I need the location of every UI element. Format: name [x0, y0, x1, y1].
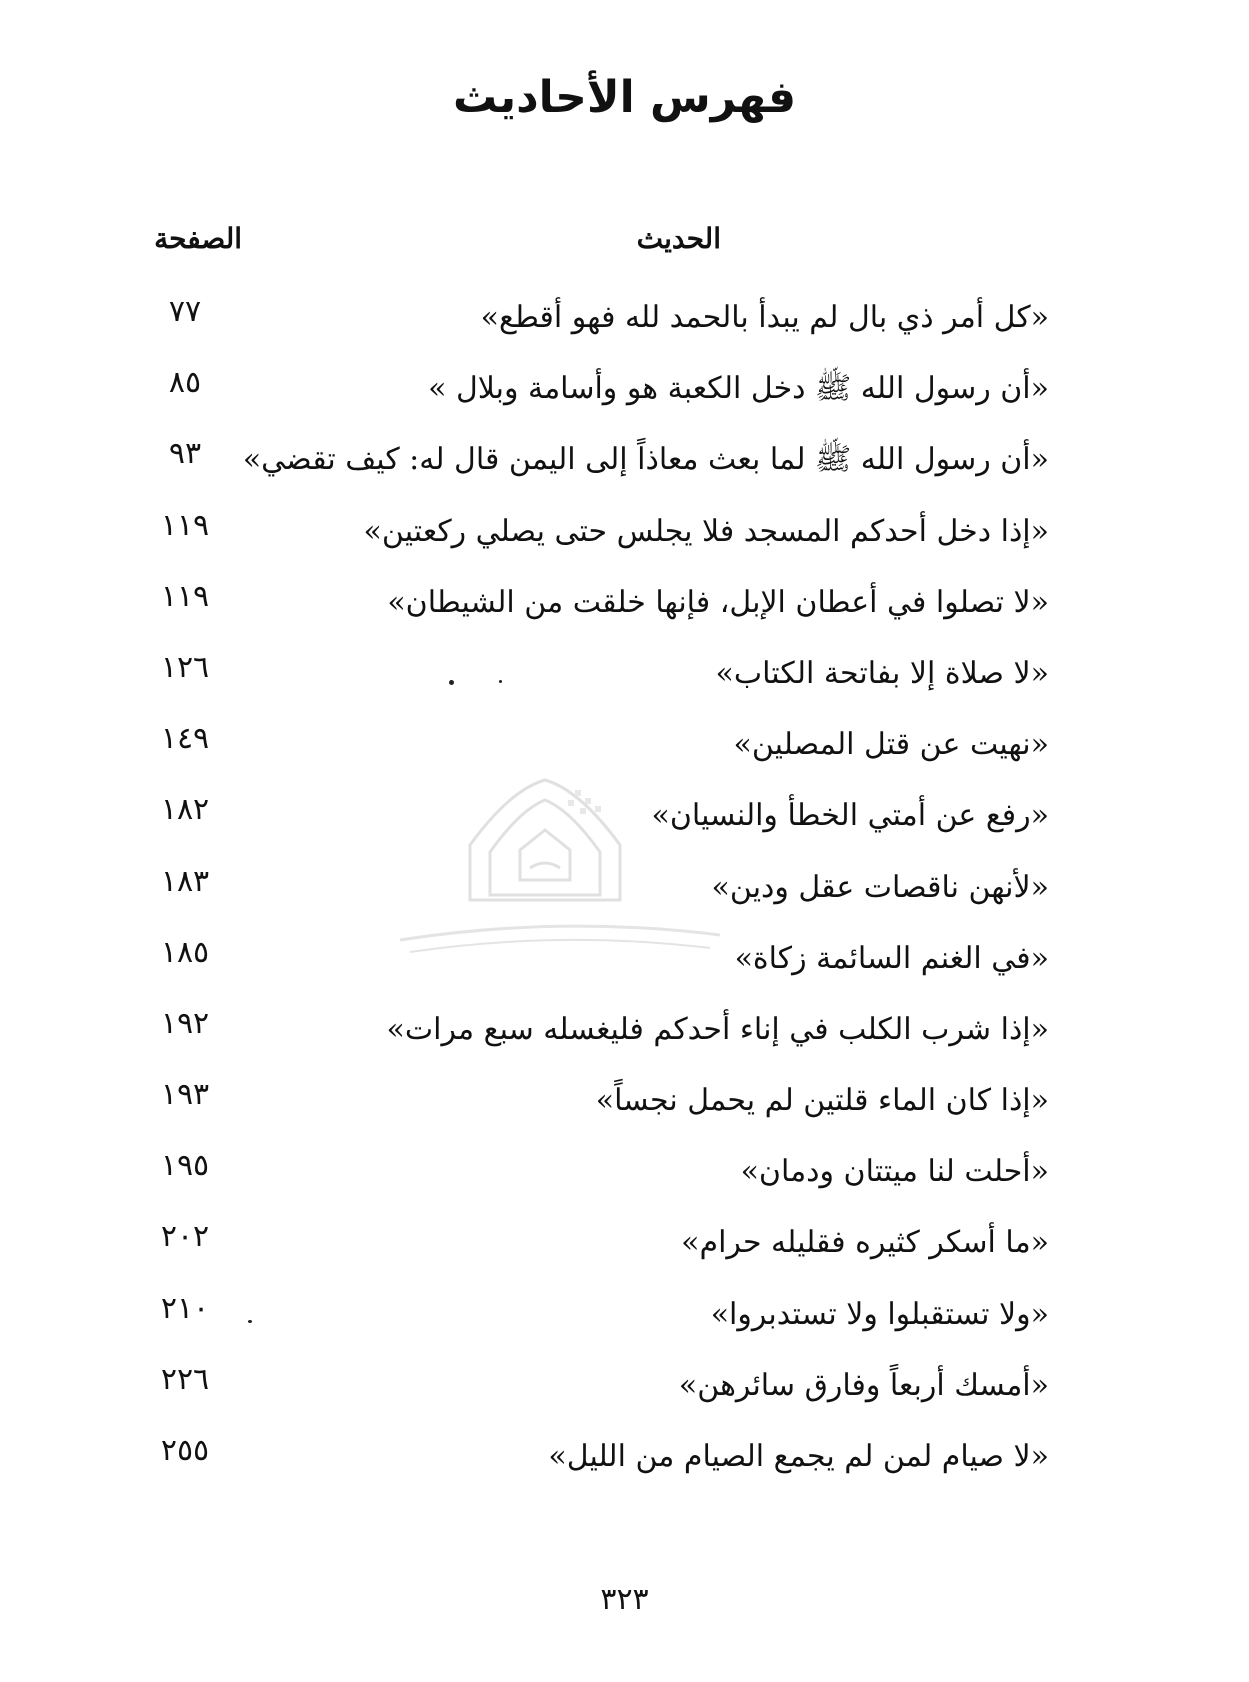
hadith-text: «إذا شرب الكلب في إناء أحدكم فليغسله سبع مرات»	[386, 1011, 1049, 1047]
table-row	[0, 863, 1249, 939]
table-row	[0, 436, 1249, 511]
table-row	[0, 294, 1249, 369]
hadith-column-header: الحديث	[636, 222, 721, 255]
page-reference: ٢١٠	[160, 1290, 210, 1326]
page-reference: ١٨٥	[160, 934, 210, 970]
hadith-text: «في الغنم السائمة زكاة»	[734, 940, 1049, 976]
hadith-text: «ما أسكر كثيره فقليله حرام»	[681, 1225, 1049, 1261]
hadith-text: «نهيت عن قتل المصلين»	[733, 727, 1049, 763]
table-row	[0, 1148, 1249, 1223]
hadith-text: «لا تصلوا في أعطان الإبل، فإنها خلقت من الشيطان»	[387, 584, 1049, 620]
table-row	[0, 1005, 1249, 1081]
page-reference: ١٤٩	[160, 721, 210, 757]
hadith-text: «إذا دخل أحدكم المسجد فلا يجلس حتى يصلي ركعتين»	[363, 513, 1049, 549]
page-reference: ١٨٣	[160, 863, 210, 899]
scan-speck	[449, 680, 454, 685]
table-row	[0, 1433, 1249, 1508]
page-reference: ٧٧	[168, 294, 202, 329]
hadith-index-list	[0, 294, 1249, 1508]
hadith-text: «أن رسول الله ﷺ لما بعث معاذاً إلى اليمن قال له: كيف تقضي»	[242, 442, 1049, 478]
table-row	[0, 649, 1249, 725]
scan-speck	[499, 680, 502, 683]
page-reference: ١٩٥	[160, 1148, 210, 1184]
hadith-text: «لا صلاة إلا بفاتحة الكتاب»	[715, 655, 1049, 691]
page-reference: ١١٩	[160, 507, 210, 543]
table-row	[0, 507, 1249, 583]
scan-speck	[248, 1320, 252, 1323]
page-reference: ٢٥٥	[160, 1433, 210, 1468]
page-reference: ٢٢٦	[160, 1361, 210, 1397]
table-row	[0, 365, 1249, 440]
table-header	[0, 222, 1249, 262]
hadith-text: «ولا تستقبلوا ولا تستدبروا»	[710, 1296, 1049, 1332]
page-reference: ٨٥	[168, 365, 202, 401]
table-row	[0, 721, 1249, 796]
hadith-text: «إذا كان الماء قلتين لم يحمل نجساً»	[595, 1083, 1049, 1119]
page-number: ٣٢٣	[600, 1582, 649, 1617]
table-row	[0, 1219, 1249, 1294]
hadith-text: «لأنهن ناقصات عقل ودين»	[711, 869, 1049, 905]
page-reference: ٢٠٢	[160, 1219, 210, 1255]
table-row	[0, 934, 1249, 1010]
table-row	[0, 578, 1249, 654]
hadith-text: «أن رسول الله ﷺ دخل الكعبة هو وأسامة وبلال »	[428, 371, 1049, 407]
page-reference: ٩٣	[168, 436, 202, 472]
hadith-text: «رفع عن أمتي الخطأ والنسيان»	[651, 798, 1049, 834]
hadith-text: «أحلت لنا ميتتان ودمان»	[740, 1154, 1049, 1190]
page-reference: ١٩٢	[160, 1005, 210, 1041]
page-title: فهرس الأحاديث	[452, 72, 797, 123]
hadith-text: «لا صيام لمن لم يجمع الصيام من الليل»	[548, 1439, 1049, 1474]
page-reference: ١٢٦	[160, 649, 210, 685]
table-row	[0, 1361, 1249, 1437]
hadith-text: «كل أمر ذي بال لم يبدأ بالحمد لله فهو أقطع»	[480, 300, 1049, 335]
page-reference: ١١٩	[160, 578, 210, 614]
table-row	[0, 792, 1249, 867]
hadith-text: «أمسك أربعاً وفارق سائرهن»	[678, 1367, 1049, 1403]
table-row	[0, 1290, 1249, 1366]
page-reference: ١٩٣	[160, 1077, 210, 1113]
page-reference: ١٨٢	[160, 792, 210, 828]
page-column-header: الصفحة	[154, 222, 242, 255]
table-row	[0, 1077, 1249, 1152]
